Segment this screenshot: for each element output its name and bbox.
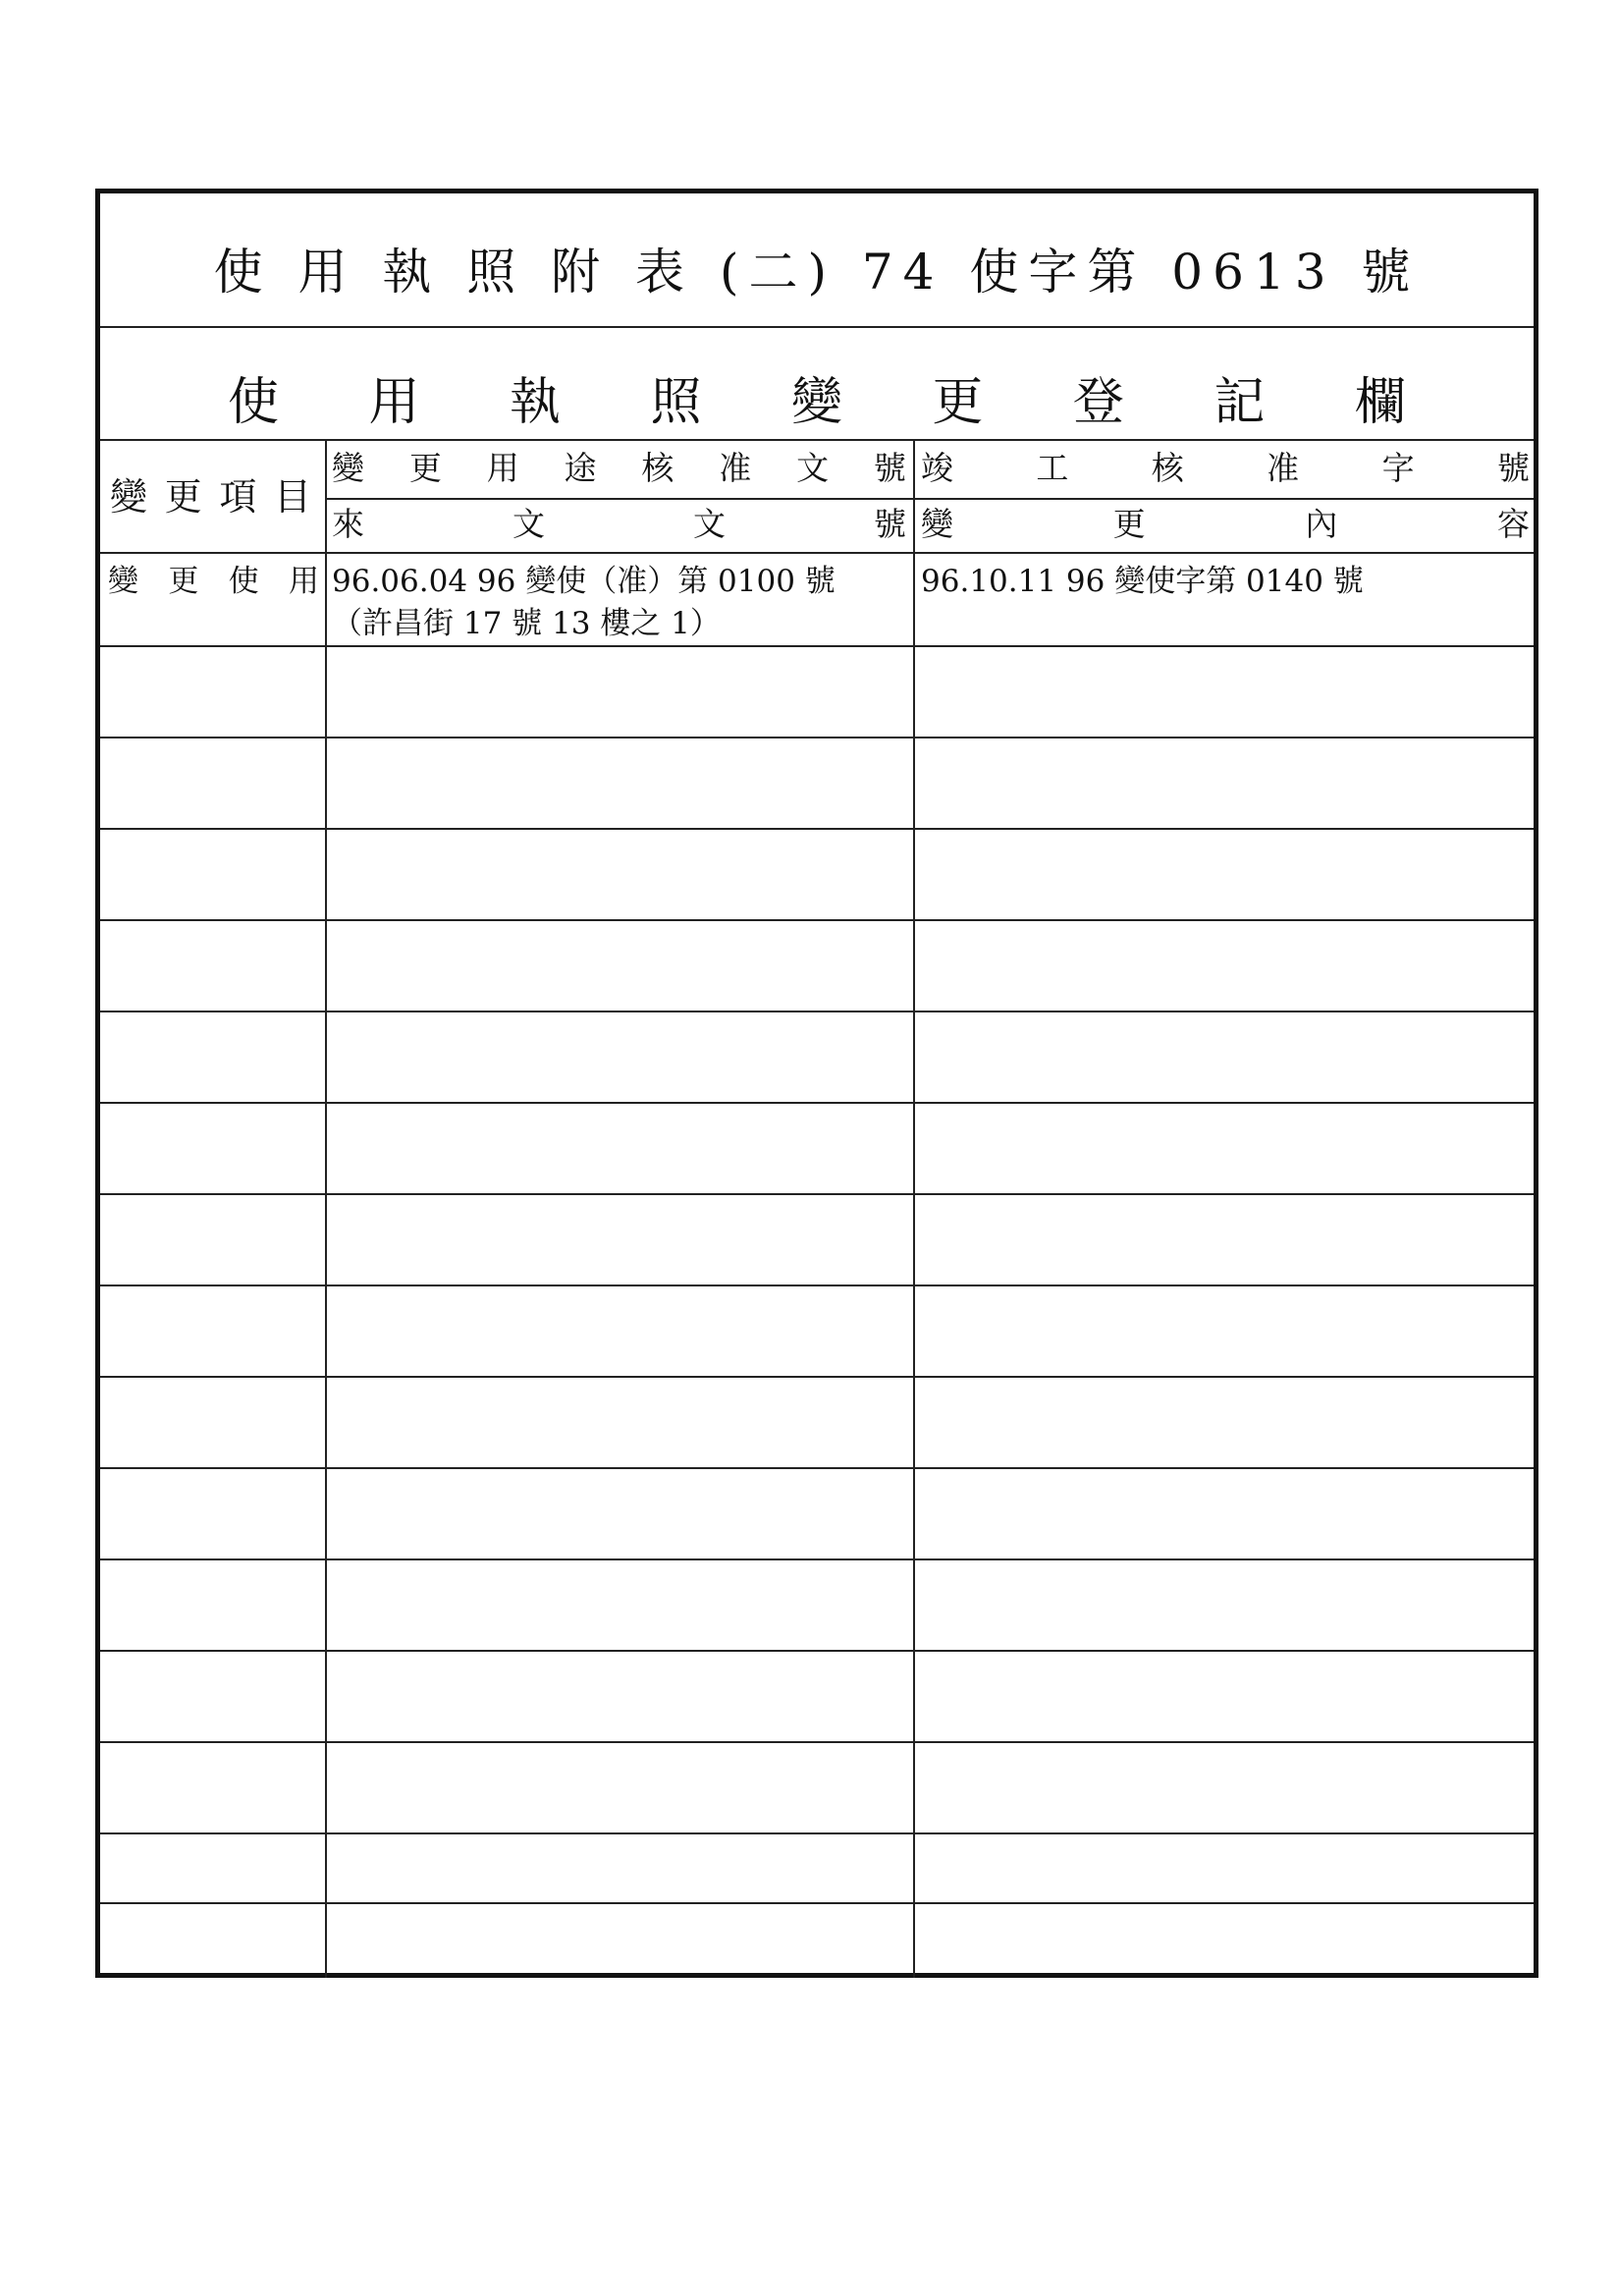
table-row-completion: 96.10.11 96 變使字第 0140 號 bbox=[921, 564, 1364, 599]
column-divider-2 bbox=[913, 439, 915, 1978]
row-divider bbox=[100, 1376, 1534, 1378]
section-title-char: 照 bbox=[650, 373, 702, 432]
section-title-char: 使 bbox=[228, 373, 280, 432]
row-divider bbox=[100, 645, 1534, 647]
approval-header-top: 變 更 用 途 核 准 文 號 bbox=[332, 449, 906, 487]
section-title-char: 變 bbox=[790, 373, 842, 432]
completion-header-top: 竣 工 核 准 字 號 bbox=[921, 449, 1530, 487]
section-title bbox=[228, 360, 1406, 434]
row-divider bbox=[100, 1741, 1534, 1743]
header-split bbox=[325, 498, 1534, 500]
row-divider bbox=[100, 1902, 1534, 1904]
row-divider bbox=[100, 1193, 1534, 1195]
row-divider bbox=[100, 1467, 1534, 1469]
form-title: 使 用 執 照 附 表 (二) 74 使字第 0613 號 bbox=[213, 244, 1421, 301]
section-title-char: 執 bbox=[509, 373, 561, 432]
section-title-char: 欄 bbox=[1354, 373, 1406, 432]
completion-header-bottom: 變 更 內 容 bbox=[921, 505, 1530, 543]
usage-license-change-form bbox=[95, 189, 1538, 1978]
column-divider-1 bbox=[325, 439, 327, 1978]
table-row-item: 變 更 使 用 bbox=[108, 564, 319, 599]
row-divider bbox=[100, 1558, 1534, 1560]
approval-header-bottom: 來 文 文 號 bbox=[332, 505, 906, 543]
row-divider bbox=[100, 919, 1534, 921]
row-divider bbox=[100, 1102, 1534, 1104]
title-divider bbox=[100, 326, 1534, 328]
section-title-char: 登 bbox=[1072, 373, 1124, 432]
row-divider bbox=[100, 737, 1534, 738]
row-divider bbox=[100, 828, 1534, 830]
table-row-approval-line1: 96.06.04 96 變使（准）第 0100 號 bbox=[332, 564, 836, 599]
row-divider bbox=[100, 1285, 1534, 1286]
section-divider bbox=[100, 439, 1534, 441]
section-title-char: 記 bbox=[1214, 373, 1266, 432]
item-header: 變 更 項 目 bbox=[110, 475, 311, 519]
row-divider bbox=[100, 1650, 1534, 1652]
header-bottom bbox=[100, 552, 1534, 554]
section-title-char: 更 bbox=[932, 373, 984, 432]
row-divider bbox=[100, 1832, 1534, 1834]
row-divider bbox=[100, 1011, 1534, 1012]
table-row-approval-line2: （許昌街 17 號 13 樓之 1） bbox=[332, 606, 721, 641]
section-title-char: 用 bbox=[368, 373, 420, 432]
